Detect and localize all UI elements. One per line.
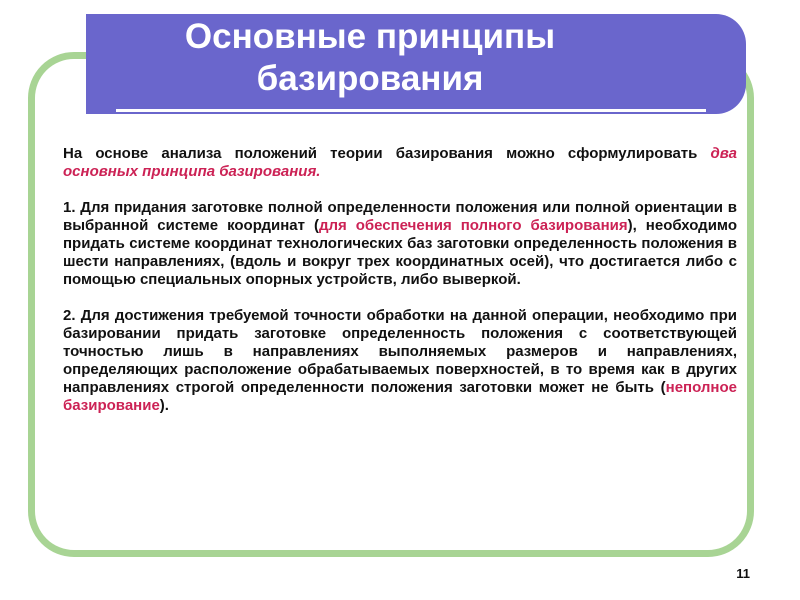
principle-2-text-start: 2. Для достижения требуемой точности обработки на данной операции, необходимо при базировании придать заготовке определенность положения с соответствующей точностью лишь в направлениях выполняемых размеров и направлениях, определяющих расположение обрабатываемых поверхностей, в то время как в других направлениях строгой определенности положения заготовки может не быть ( — [63, 307, 737, 396]
principle-1-highlight: для обеспечения полного базирования — [318, 217, 628, 234]
slide-body — [63, 145, 737, 433]
slide-title — [90, 16, 650, 100]
principle-1-text-start: 1. Для придания заготовке полной определенности положения или полной ориентации в выбранной системе координат ( — [63, 199, 737, 234]
principle-2-highlight: неполное базирование — [63, 379, 737, 414]
title-line-2: базирования — [256, 59, 484, 98]
principle-1-paragraph — [63, 199, 737, 289]
intro-highlight: два основных принципа базирования. — [63, 145, 737, 180]
principle-2-paragraph — [63, 307, 737, 415]
intro-paragraph — [63, 145, 737, 181]
page-number: 11 — [736, 566, 750, 581]
intro-text: На основе анализа положений теории базирования можно сформулировать — [63, 145, 711, 162]
title-underline — [116, 109, 706, 112]
principle-2-text-end: ). — [159, 397, 169, 414]
title-line-1: Основные принципы — [184, 17, 556, 56]
principle-1-text-end: ), необходимо придать системе координат технологических баз заготовки определенность положения в шести направлениях, (вдоль и вокруг трех координатных осей), что достигается либо с помощью специальных опорных устройств, либо выверкой. — [63, 217, 737, 288]
